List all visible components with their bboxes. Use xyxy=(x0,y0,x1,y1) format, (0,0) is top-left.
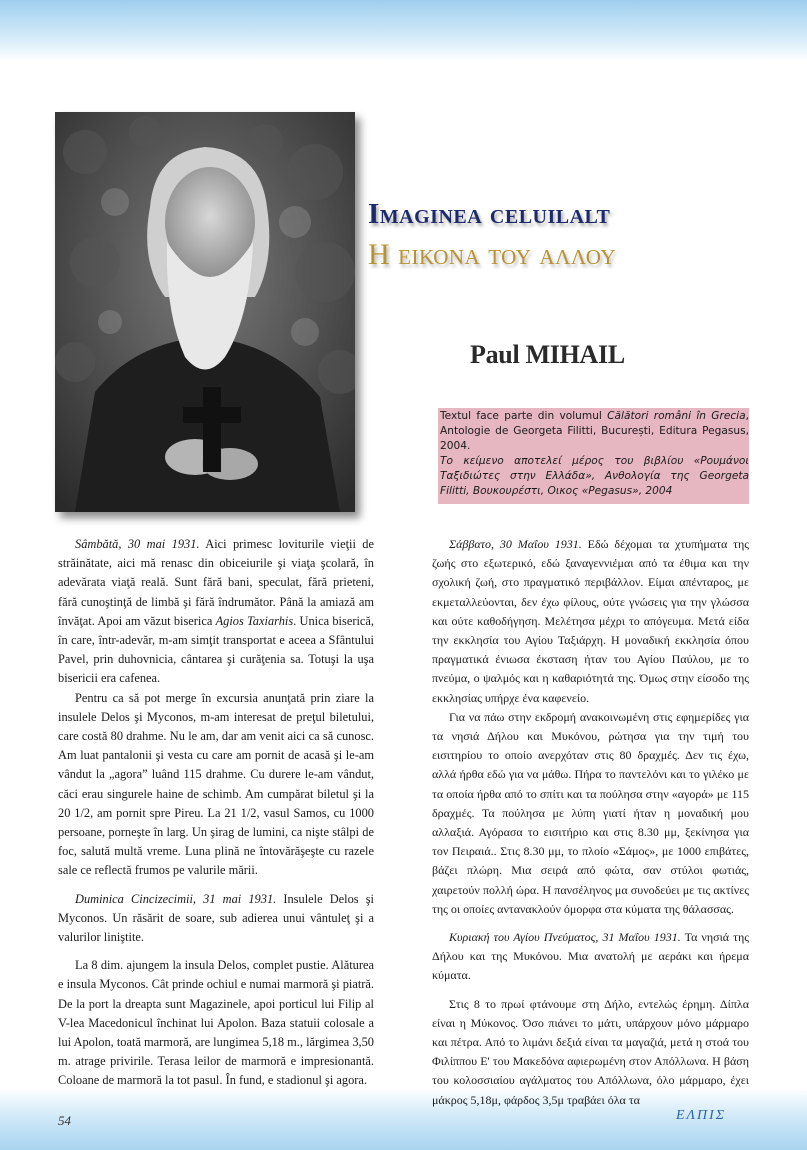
ro-p1-text: Aici primesc loviturile vieţii de străinătate, aici mă renasc din obiceiurile şi viaţa şcolară, în adevărata viaţă reală. Sunt fără bani, speculat, fără prieteni, fără cunoştinţă de limbă şi fără îndrumător. Până la amiază am învăţat. Apoi am văzut biserica xyxy=(58,537,374,628)
article-title-romanian: Imaginea celuilalt xyxy=(368,198,611,230)
gr-paragraph-2: Για να πάω στην εκδρομή ανακοινωμένη στις εφημερίδες για τα νησιά Δήλου και Μυκόνου, ρώτησα για την τιμή του εισιτηρίου το οποίο ανερχόταν στις 80 δραχμές. Δεν τις έχω, αλλά ήρθα εδώ για να μάθω. Πήρα το παντελόνι και το γιλέκο με τα οποία ήρθα από το σπίτι και τα πούλησα στην «αγορά» με 115 δραχμές. Τα πούλησα με λύπη γιατί ήταν η μοναδική μου αλλαξιά. Αγόρασα το εισιτήριο και στις 8.30 μμ, ξεκίνησα για τον Πειραιά.. Στις 8.30 μμ, το πλοίο «Σάμος», με 1000 επιβάτες, βάζει πλώρη. Μια σειρά από φώτα, σαν στύλοι φωτιάς, χαιρετούν πολλή ώρα. Η πανσέληνος μα συνοδεύει με τις ακτίνες της οι οποίες αντανακλούν όμορφα στα κύματα της θάλασσας. xyxy=(432,709,749,916)
source-note-greek: Το κείμενο αποτελεί μέρος του βιβλίου «Ρουμάνοι Ταξιδιώτες στην Ελλάδα», Ανθολογία της Georgeta Filitti, Βουκουρέστι, Οικος «Pegasus», 2004 xyxy=(440,455,749,497)
ro-p1-text-2: . Unica biserică, în care, într-adevăr, m-am simţit transportat e aceea a Sfântului Pavel, prin duhovnicia, cântarea şi curăţenia sa. Totuşi la uşa bisericii era cafenea. xyxy=(58,613,374,686)
gr-date-heading: Σάββατο, 30 Μαΐου 1931. xyxy=(449,537,582,551)
ro-paragraph-3 xyxy=(58,890,374,948)
ro-date-heading: Sâmbătă, 30 mai 1931. xyxy=(75,537,200,551)
author-name: Paul MIHAIL xyxy=(470,340,625,369)
gr-date-heading-2: Κυριακή του Αγίου Πνεύματος, 31 Μαΐου 1931. xyxy=(449,930,681,945)
gr-paragraph-1 xyxy=(432,535,749,708)
journal-name: ΕΛΠΙΣ xyxy=(676,1108,727,1123)
article-title-greek: Η εικονα του αλλου xyxy=(368,238,616,271)
gr-p1-text: Εδώ δέχομαι τα χτυπήματα της ζωής στο εξωτερικό, εδώ ξαναγεννιέμαι από τα έθιμα και την σχολική ζωή, στο πραγματικό περιβάλλον. Είμαι απένταρος, με εκμεταλλεύονται, δεν έχω φίλους, ούτε γνώσεις για την γλώσσα και ούτε καθοδήγηση. Μελέτησα μέχρι το απόγευμα. Μετά είδα την εκκλησία του Αγίου Ταξιάρχη. Η μοναδική εκκλησία όπου πραγματικά ένιωσα έκσταση ήταν του Αγίου Παύλου, με το πνεύμα, ο ψαλμός και η καθαριότητά της. Όμως στην είσοδο της εκκλησίας υπήρχε ένα καφενείο. xyxy=(432,537,749,705)
ro-paragraph-4: La 8 dim. ajungem la insula Delos, complet pustie. Alăturea e insula Myconos. Cât prinde ochiul e numai marmoră şi piatră. De la port la dreapta sunt Magazinele, apoi porticul lui Filip al V-lea Macedonicul închinat lui Apolon. Baza statuii colosale a lui Apolon, toată marmoră, are lungimea 5,18 m., lărgimea 3,50 m. atrage privirile. Terasa leilor de marmoră e impresionantă. Coloane de marmoră la tot pasul. În fund, e stadionul şi agora. xyxy=(58,958,374,1088)
source-ro-text-2: , Antologie de Georgeta Filitti, București, Editura Pegasus, 2004. xyxy=(440,410,749,452)
source-ro-text: Textul face parte din volumul xyxy=(440,410,608,422)
ro-church-name: Agios Taxiarhis xyxy=(215,613,294,628)
greek-text-column xyxy=(432,535,749,1110)
top-gradient-band xyxy=(0,0,807,62)
ro-paragraph-2: Pentru ca să pot merge în excursia anunţată prin ziare la insulele Delos şi Myconos, m-am interesat de preţul biletului, care costă 80 drahme. Nu le am, dar am venit aici ca să cunosc. Am luat pantalonii şi vesta cu care am pornit de acasă şi le-am vândut la „agora” luând 115 drahme. Cu durere le-am vândut, căci erau singurele haine de schimb. Am cumpărat biletul şi la 20 1/2, am pornit spre Pireu. La 21 1/2, vasul Samos, cu 1000 persoane, porneşte în larg. Un şirag de lumini, ca nişte stâlpi de foc, salută multă vreme. Luna plină ne întovărăşeşte cu razele sale ce reflectă frumos pe valurile mării. xyxy=(58,690,374,878)
author-portrait-photo xyxy=(55,112,355,512)
source-ro-book-title: Călători români în Grecia xyxy=(607,410,746,422)
gr-paragraph-4: Στις 8 το πρωί φτάνουμε στη Δήλο, εντελώς έρημη. Δίπλα είναι η Μύκονος. Όσο πιάνει το μάτι, υπάρχουν μόνο μάρμαρο και πέτρα. Από το λιμάνι δεξιά είναι τα μαγαζιά, μετά η στοά του Φιλίππου Ε' του Μακεδόνα αφιερωμένη στον Απόλλωνα. Η βάση του κολοσσιαίου αγάλματος του Απόλλωνα, όλο μάρμαρο, έχει μάκρος 5,18μ, φάρδος 3,5μ τραβάει όλα τα xyxy=(432,996,749,1107)
source-note-box xyxy=(438,408,749,504)
portrait-photo-icon xyxy=(55,112,355,512)
romanian-text-column xyxy=(58,535,374,1091)
gr-p3-text: Τα νησιά της Δήλου και της Μυκόνου. Μια ανατολή με αεράκι και ήρεμα κύματα. xyxy=(432,930,750,983)
gr-paragraph-3 xyxy=(432,928,749,986)
ro-p3-text: Insulele Delos şi Myconos. Un răsărit de soare, sub adierea unui vântuleţ şi a valurilor liniştite. xyxy=(58,891,374,945)
source-note-romanian xyxy=(440,409,749,454)
ro-paragraph-1 xyxy=(58,535,374,689)
ro-date-heading-2: Duminica Cincizecimii, 31 mai 1931. xyxy=(75,891,277,906)
page-number: 54 xyxy=(58,1113,71,1128)
